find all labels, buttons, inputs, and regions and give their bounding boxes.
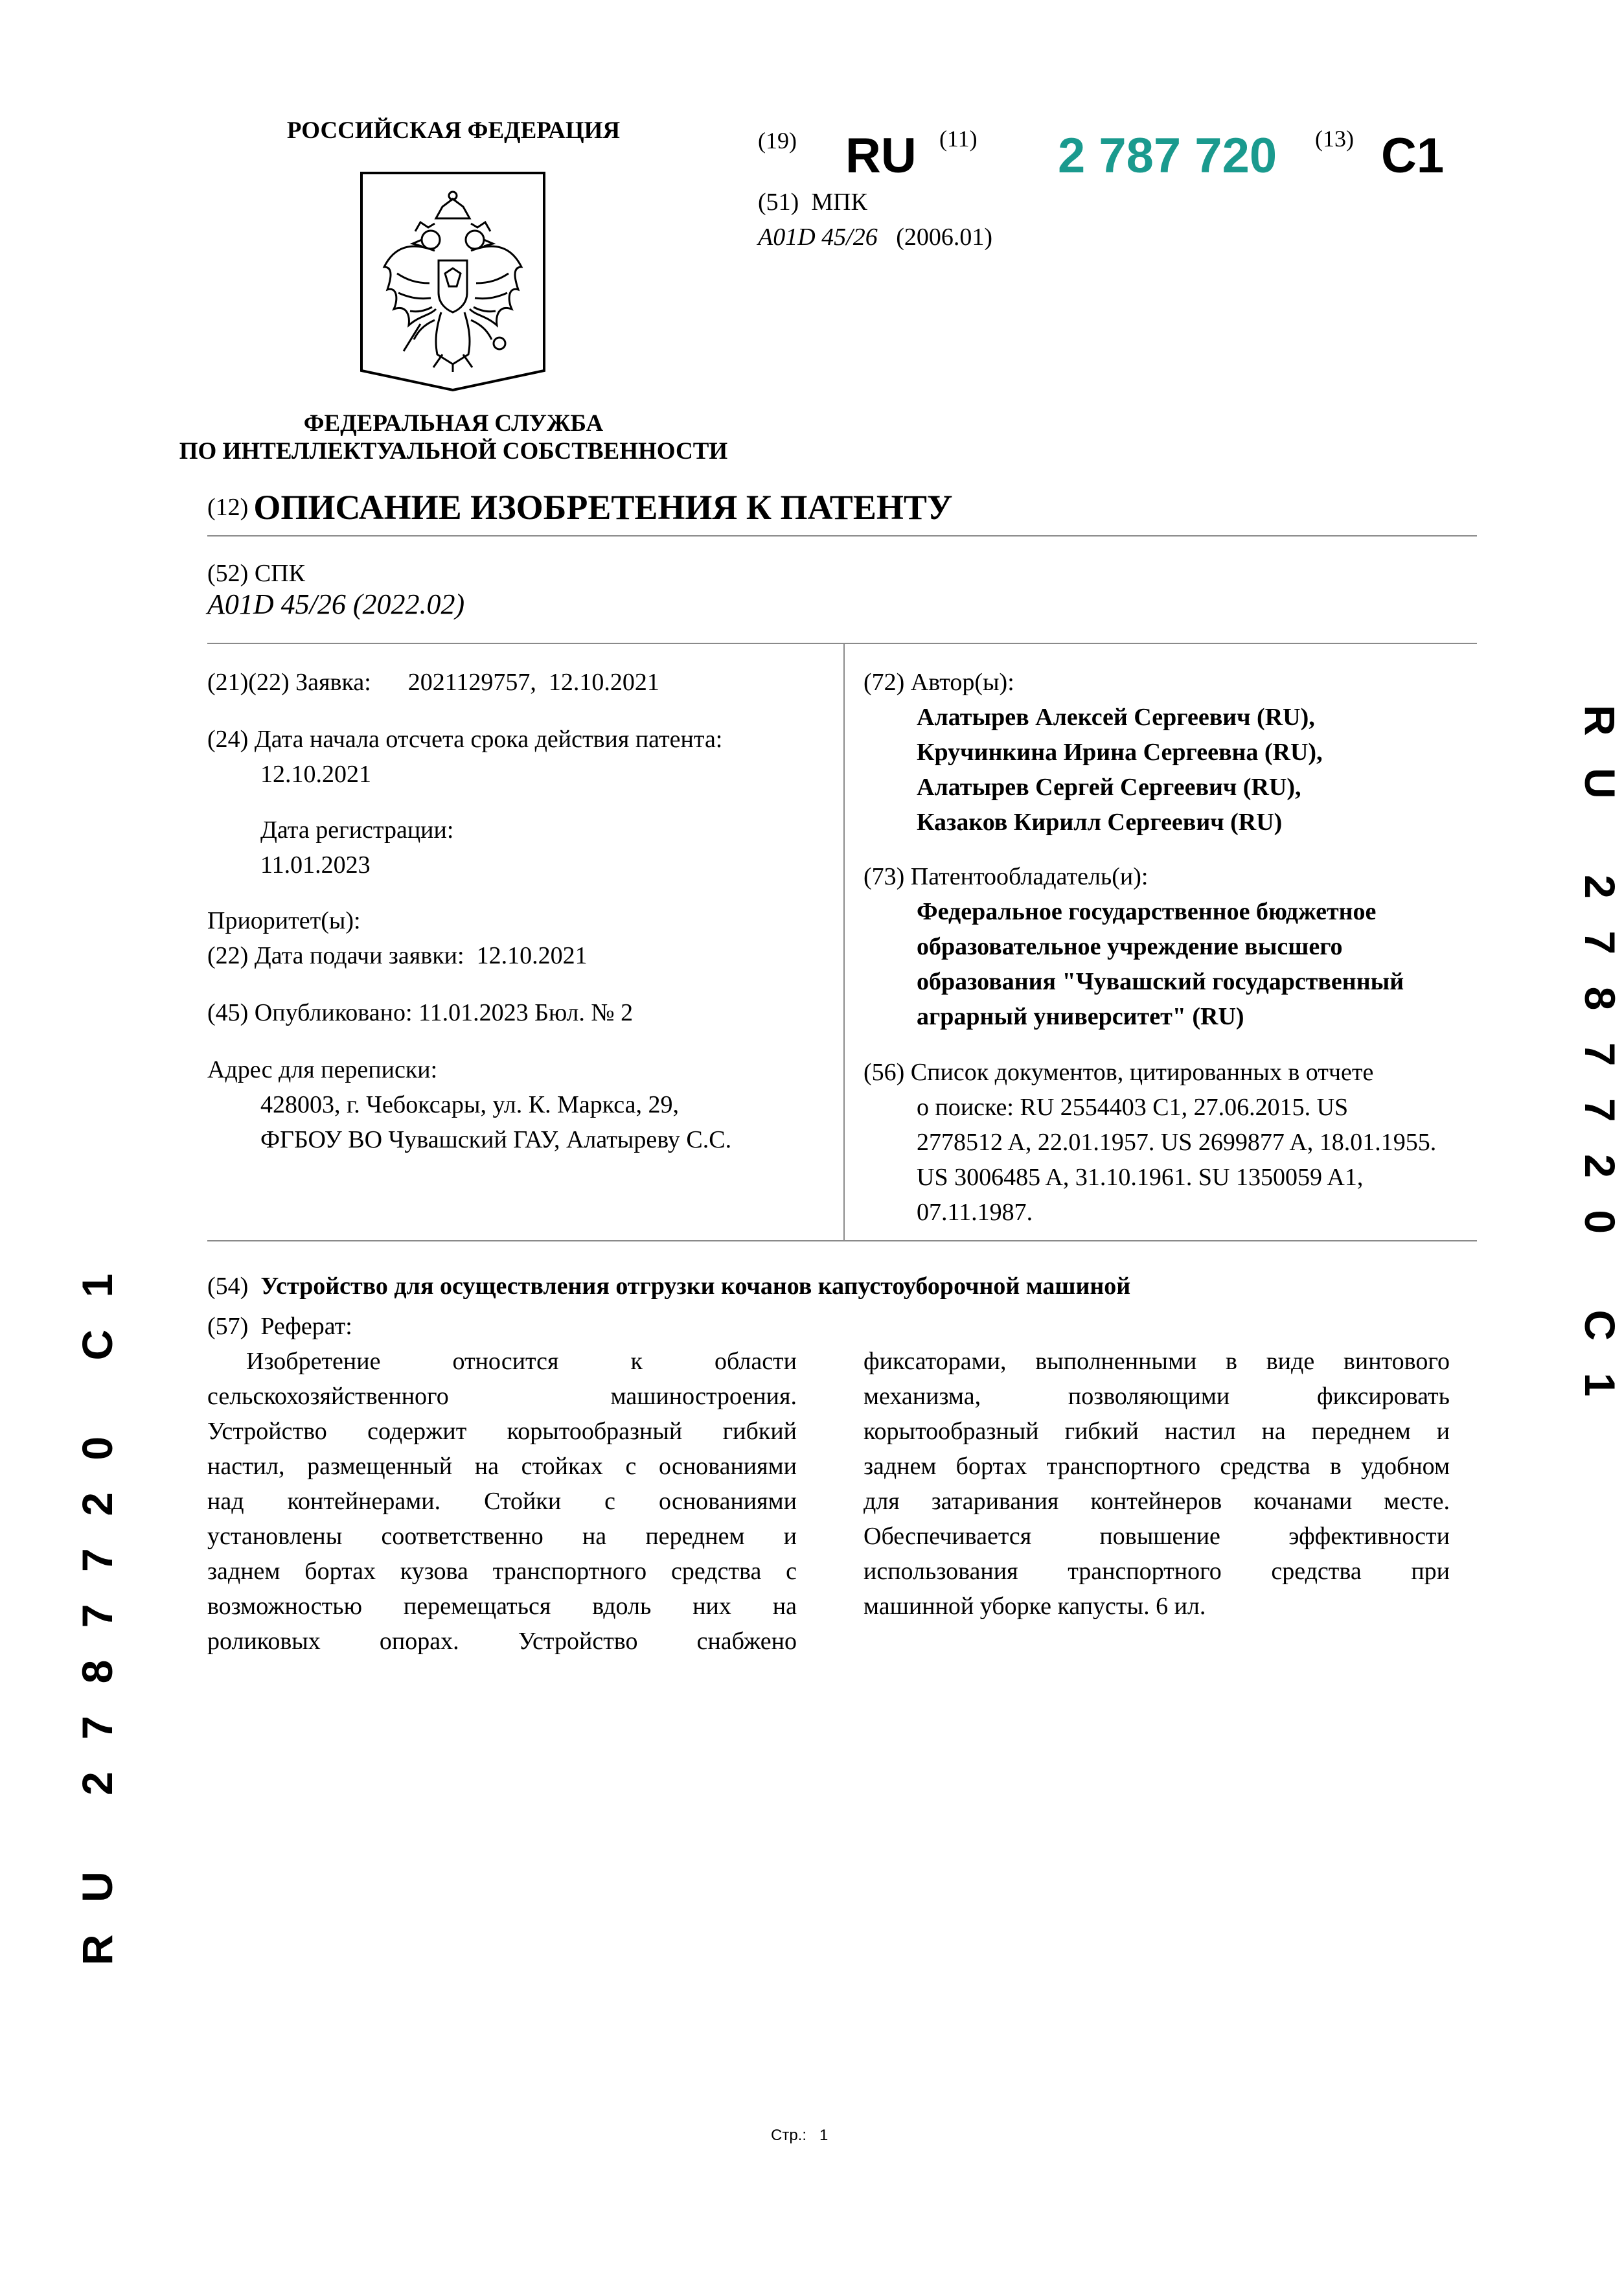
mpk-line	[758, 188, 867, 216]
holder-label: (73) Патентообладатель(и):	[863, 863, 1149, 890]
doc-title-text: ОПИСАНИЕ ИЗОБРЕТЕНИЯ К ПАТЕНТУ	[253, 488, 953, 527]
spk-line	[207, 556, 305, 591]
address-label: Адрес для переписки:	[207, 1056, 438, 1083]
code-11: (11)	[939, 126, 978, 152]
column-divider	[843, 644, 845, 1240]
abstract-label: Реферат:	[260, 1313, 352, 1340]
holder-line: аграрный университет" (RU)	[917, 1003, 1244, 1030]
abstract-header	[207, 1309, 352, 1344]
abstract-line: возможностью перемещаться вдоль них на	[207, 1593, 797, 1620]
published-line	[207, 995, 829, 1030]
registration-label: Дата регистрации:	[260, 816, 454, 844]
author-name: Алатырев Алексей Сергеевич (RU),	[917, 704, 1315, 731]
holder-line: образовательное учреждение высшего	[917, 933, 1343, 960]
abstract-col2	[863, 1344, 1450, 1624]
address-line2: ФГБОУ ВО Чувашский ГАУ, Алатыреву С.С.	[260, 1126, 732, 1153]
spk-label: СПК	[254, 560, 305, 587]
code-13: (13)	[1315, 126, 1354, 152]
divider-bib	[207, 1240, 1477, 1241]
published-date: 11.01.2023	[418, 999, 529, 1026]
agency-name-line2: ПО ИНТЕЛЛЕКТУАЛЬНОЙ СОБСТВЕННОСТИ	[179, 438, 728, 465]
doc-title-code: (12)	[207, 494, 249, 521]
cited-line: 2778512 A, 22.01.1957. US 2699877 A, 18.01.1955.	[917, 1129, 1437, 1156]
bulletin: Бюл. № 2	[534, 999, 634, 1026]
abstract-line: заднем бортах транспортного средства в удобном	[863, 1453, 1450, 1480]
cited-label: (56) Список документов, цитированных в отчете	[863, 1059, 1374, 1086]
mpk-version: (2006.01)	[896, 224, 993, 251]
abstract-line: сельскохозяйственного машиностроения.	[207, 1383, 797, 1410]
doc-title	[207, 487, 953, 527]
abstract-line: установлены соответственно на переднем и	[207, 1523, 797, 1550]
kind-code: C1	[1381, 128, 1445, 183]
mpk-label: МПК	[811, 189, 867, 216]
patent-number: 2 787 720	[1058, 128, 1277, 183]
abstract-col1	[207, 1344, 797, 1659]
mpk-class-line	[758, 223, 992, 251]
published-label: (45) Опубликовано:	[207, 999, 413, 1026]
author-name: Алатырев Сергей Сергеевич (RU),	[917, 774, 1301, 801]
bib-left	[207, 665, 829, 1157]
abstract-line: Изобретение относится к области	[246, 1348, 797, 1375]
bib-right	[863, 665, 1485, 1230]
invention-title-line	[207, 1269, 1477, 1304]
author-name: Кручинкина Ирина Сергеевна (RU),	[917, 739, 1323, 766]
state-emblem	[358, 170, 547, 393]
abstract-line: роликовых опорах. Устройство снабжено	[207, 1628, 797, 1655]
cited-line: о поиске: RU 2554403 C1, 27.06.2015. US	[917, 1094, 1349, 1121]
abstract-line: настил, размещенный на стойках с основаниями	[207, 1453, 797, 1480]
filing-date-line	[207, 938, 829, 973]
term-start-label: (24) Дата начала отсчета срока действия патента:	[207, 726, 723, 753]
abstract-line: корытообразный гибкий настил на переднем и	[863, 1418, 1450, 1445]
abstract-line: использования транспортного средства при	[863, 1558, 1450, 1585]
priority-label: Приоритет(ы):	[207, 907, 361, 934]
agency-name-line1: ФЕДЕРАЛЬНАЯ СЛУЖБА	[303, 410, 604, 437]
country-name: РОССИЙСКАЯ ФЕДЕРАЦИЯ	[286, 117, 621, 144]
abstract-line: фиксаторами, выполненными в виде винтового	[863, 1348, 1450, 1375]
code-51: (51)	[758, 189, 799, 216]
abstract-line: машинной уборке капусты. 6 ил.	[863, 1593, 1206, 1620]
invention-title: Устройство для осуществления отгрузки кочанов капустоуборочной машиной	[260, 1273, 1131, 1300]
page-label: Стр.:	[771, 2127, 807, 2144]
abstract-line: над контейнерами. Стойки с основаниями	[207, 1488, 797, 1515]
spk-value: A01D 45/26 (2022.02)	[207, 588, 465, 620]
abstract-line: заднем бортах кузова транспортного средства с	[207, 1558, 797, 1585]
invention-code: (54)	[207, 1273, 249, 1300]
application-line	[207, 665, 829, 700]
address-line1: 428003, г. Чебоксары, ул. К. Маркса, 29,	[260, 1091, 679, 1118]
spk-code: (52)	[207, 560, 249, 587]
application-label: (21)(22) Заявка:	[207, 669, 371, 696]
divider-spk	[207, 643, 1477, 644]
side-mark-right: RU 2787720 C1	[1576, 705, 1624, 1429]
divider-top	[207, 535, 1477, 537]
page-footer	[771, 2127, 828, 2145]
abstract-line: Обеспечивается повышение эффективности	[863, 1523, 1450, 1550]
abstract-line: Устройство содержит корытообразный гибкий	[207, 1418, 797, 1445]
application-value: 2021129757, 12.10.2021	[407, 669, 659, 696]
side-mark-left: RU 2787720 C1	[73, 1241, 121, 1965]
filing-date-label: (22) Дата подачи заявки:	[207, 942, 464, 969]
mpk-class: A01D 45/26	[758, 224, 878, 251]
cited-line: US 3006485 A, 31.10.1961. SU 1350059 A1,	[917, 1164, 1364, 1191]
code-19: (19)	[758, 128, 797, 154]
holder-line: образования "Чувашский государственный	[917, 968, 1404, 995]
page-number: 1	[819, 2127, 829, 2144]
filing-date-value: 12.10.2021	[476, 942, 588, 969]
author-name: Казаков Кирилл Сергеевич (RU)	[917, 809, 1283, 836]
holder-line: Федеральное государственное бюджетное	[917, 898, 1377, 925]
cited-line: 07.11.1987.	[917, 1199, 1033, 1226]
abstract-code: (57)	[207, 1313, 249, 1340]
abstract-line: для затаривания контейнеров кочанами месте.	[863, 1488, 1450, 1515]
abstract-line: механизма, позволяющими фиксировать	[863, 1383, 1450, 1410]
term-start-value: 12.10.2021	[260, 761, 371, 788]
registration-value: 11.01.2023	[260, 851, 371, 879]
country-code: RU	[845, 128, 917, 183]
authors-label: (72) Автор(ы):	[863, 669, 1014, 696]
